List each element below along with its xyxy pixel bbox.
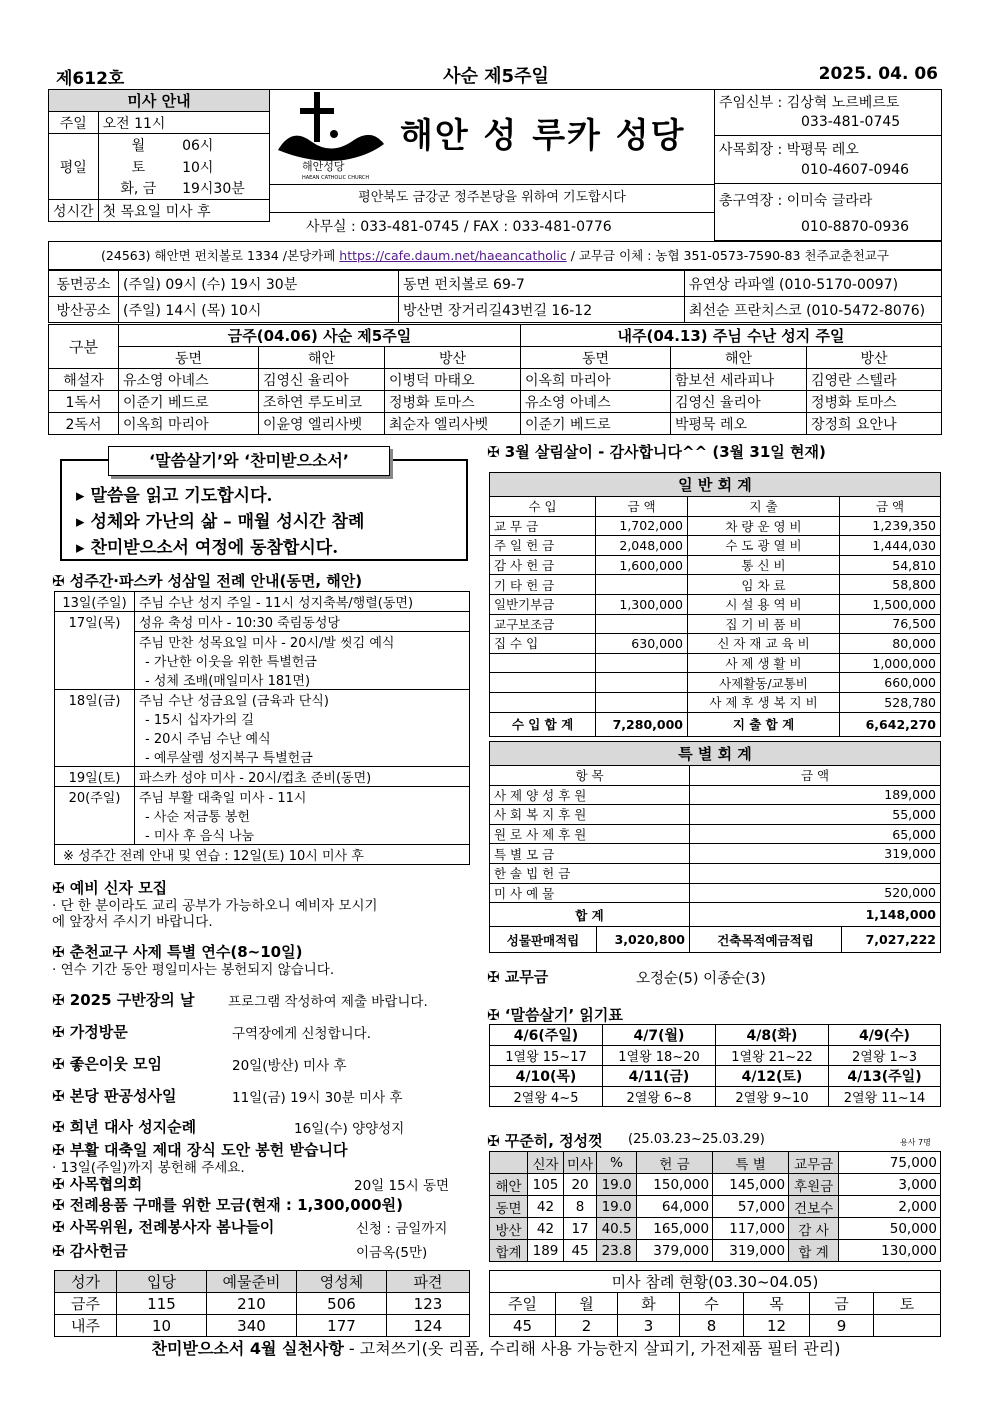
- income-item: [490, 692, 596, 712]
- holyweek-event: 성유 축성 미사 - 10:30 죽림동성당: [135, 612, 470, 632]
- stats-value: 17: [564, 1218, 597, 1240]
- holyweek-date: 19일(토): [55, 767, 135, 787]
- expense-amount: 1,500,000: [840, 594, 941, 614]
- reader-name: 김영란 스텔라: [807, 369, 942, 391]
- income-total-label: 수 입 합 계: [490, 712, 596, 736]
- special-amount: 319,000: [690, 844, 941, 864]
- neighbor-title: ✠ 좋은이웃 모임: [52, 1055, 162, 1073]
- expense-item: 시 설 용 역 비: [688, 594, 840, 614]
- reader-name: 김영신 율리아: [671, 391, 807, 413]
- stats-value: 45: [564, 1240, 597, 1262]
- president-name: 박평묵 레오: [786, 142, 859, 158]
- expense-amount: 1,444,030: [840, 536, 941, 556]
- stats-value: 19.0: [597, 1196, 637, 1218]
- stats-value: 319,000: [713, 1240, 789, 1262]
- stats-value: 117,000: [713, 1218, 789, 1240]
- sat-label: 토: [98, 156, 178, 178]
- income-amount: 1,702,000: [596, 516, 688, 536]
- hymn-number: 340: [207, 1315, 297, 1337]
- day-count: 12: [744, 1315, 810, 1337]
- income-amount: 630,000: [596, 634, 688, 654]
- address-text: (24563) 해안면 펀치볼로 1334 /본당카페: [101, 248, 340, 263]
- finance-title: ✠ 3월 살림살이 - 감사합니다^^ (3월 31일 현재): [487, 443, 826, 461]
- issue-date: 2025. 04. 06: [818, 64, 938, 84]
- mass-attendance-title: 미사 참례 현황(03.30~04.05): [490, 1271, 941, 1293]
- expense-item: 집 기 비 품 비: [688, 614, 840, 634]
- stats-value: 42: [528, 1196, 564, 1218]
- income-amount: 1,600,000: [596, 555, 688, 575]
- office-contact: 사무실 : 033-481-0745 / FAX : 033-481-0776: [306, 219, 612, 235]
- reading-verse: 1열왕 15~17: [490, 1046, 603, 1066]
- reading-verse: 2열왕 9~10: [716, 1087, 829, 1107]
- sat-time: 10시: [178, 156, 269, 178]
- income-amount: 1,300,000: [596, 594, 688, 614]
- hymn-header: 예물준비: [207, 1271, 297, 1293]
- income-item: [490, 673, 596, 693]
- reader-name: 최순자 엘리사벳: [385, 413, 521, 435]
- reading-title: ✠ ‘말씀살기’ 읽기표: [487, 1006, 623, 1024]
- special-item: 원 로 사 제 후 원: [490, 824, 690, 844]
- priest-phone: 033-481-0745: [801, 114, 901, 130]
- sunday-time: 오전 11시: [98, 112, 269, 134]
- stats-value: 57,000: [713, 1196, 789, 1218]
- reader-name: 이병덕 마태오: [385, 369, 521, 391]
- holyweek-date: 17일(목): [55, 612, 135, 690]
- staff-box: [714, 89, 942, 241]
- mission-contact: 유연상 라파엘 (010-5170-0097): [685, 271, 942, 297]
- income-item: 교 무 금: [490, 516, 596, 536]
- priest-name: 김상혁 노르베르토: [786, 95, 900, 111]
- reader-name: 정병화 토마스: [385, 391, 521, 413]
- stats-label: 해안: [490, 1174, 528, 1196]
- income-item: 집 수 입: [490, 634, 596, 654]
- district-day-title: ✠ 2025 구반장의 날: [52, 991, 195, 1009]
- expense-amount: 54,810: [840, 555, 941, 575]
- reading-date: 4/13(주일): [829, 1066, 941, 1087]
- parish-logo-icon: [272, 90, 392, 182]
- reading-date: 4/6(주일): [490, 1025, 603, 1046]
- hymn-number: 115: [117, 1293, 207, 1315]
- tuefri-label: 화, 금: [98, 178, 178, 200]
- easter-deco-text: · 13일(주일)까지 봉헌해 주세요.: [52, 1160, 245, 1176]
- district-label: 총구역장 :: [719, 193, 783, 209]
- logo-subtext: HAEAN CATHOLIC CHURCH: [302, 175, 370, 181]
- expense-amount: 528,780: [840, 692, 941, 712]
- special-item-header: 항 목: [490, 766, 690, 786]
- issue-number: 제612호: [56, 69, 125, 89]
- reading-date: 4/10(목): [490, 1066, 603, 1087]
- income-item: 교구보조금: [490, 614, 596, 634]
- footer-text: - 고쳐쓰기(옷 리폼, 수리해 사용 가능한지 살피기, 가전제품 필터 관리): [343, 1339, 841, 1358]
- holyweek-event: 주님 수난 성금요일 (금육과 단식): [135, 690, 470, 710]
- this-week-title: 금주(04.06) 사순 제5주일: [119, 325, 521, 347]
- stats-value: 3,000: [839, 1174, 941, 1196]
- next-week-title: 내주(04.13) 주님 수난 성지 주일: [521, 325, 942, 347]
- stats-value: 42: [528, 1218, 564, 1240]
- amount-header: 금 액: [840, 497, 941, 517]
- special-amount: 65,000: [690, 824, 941, 844]
- holyweek-date: 18일(금): [55, 690, 135, 767]
- day-count: 2: [556, 1315, 618, 1337]
- expense-amount: 58,800: [840, 575, 941, 595]
- special-item: 사 회 복 지 후 원: [490, 805, 690, 825]
- income-amount: [596, 673, 688, 693]
- mission-time: (주일) 14시 (목) 10시: [119, 297, 399, 323]
- expense-item: 사제활동/교통비: [688, 673, 840, 693]
- stats-header: 교무금: [789, 1152, 839, 1174]
- cafe-link[interactable]: https://cafe.daum.net/haeancatholic: [339, 248, 567, 263]
- stats-value: 64,000: [637, 1196, 713, 1218]
- mission-address: 동면 펀치볼로 69-7: [399, 271, 685, 297]
- stats-header: 신자: [528, 1152, 564, 1174]
- president-label: 사목회장 :: [719, 142, 783, 158]
- mass-title: 미사 안내: [49, 90, 270, 112]
- expense-total-label: 지 출 합 계: [688, 712, 840, 736]
- fundraising-title: ✠ 전례용품 구매를 위한 모금(현재 : 1,300,000원): [52, 1196, 403, 1214]
- holyweek-detail: - 20시 주님 수난 예식: [135, 728, 470, 747]
- stats-value: 2,000: [839, 1196, 941, 1218]
- special-item: 한 솔 빕 헌 금: [490, 863, 690, 883]
- stats-value: 105: [528, 1174, 564, 1196]
- place-header: 해안: [259, 347, 385, 369]
- holyweek-detail: - 사순 저금통 봉헌: [135, 806, 470, 825]
- mass-schedule-table: [48, 89, 270, 222]
- day-header: 토: [874, 1293, 941, 1315]
- stats-value: 189: [528, 1240, 564, 1262]
- logo-text: 해안성당: [302, 160, 345, 173]
- reader-name: 장정희 요안나: [807, 413, 942, 435]
- income-item: 주 일 헌 금: [490, 536, 596, 556]
- mission-contact: 최선순 프란치스코 (010-5472-8076): [685, 297, 942, 323]
- stats-value: 19.0: [597, 1174, 637, 1196]
- holy-hour-text: 첫 목요일 미사 후: [98, 200, 269, 222]
- stats-period: (25.03.23~25.03.29): [628, 1132, 765, 1147]
- holyweek-event: 파스카 성야 미사 - 20시/컵초 준비(동면): [135, 767, 470, 787]
- holyweek-detail: - 미사 후 음식 나눔: [135, 825, 470, 845]
- picnic-title: ✠ 사목위원, 전례봉사자 봄나들이: [52, 1218, 275, 1236]
- expense-item: 수 도 광 열 비: [688, 536, 840, 556]
- motto-item: ▸ 성체와 가난의 삶 – 매월 성시간 참례: [76, 512, 365, 532]
- mon-time: 06시: [178, 134, 269, 156]
- expense-amount: 80,000: [840, 634, 941, 654]
- retreat-title: ✠ 춘천교구 사제 특별 연수(8~10일): [52, 943, 303, 961]
- holyweek-detail: - 예루살렘 성지복구 특별헌금: [135, 747, 470, 767]
- stats-label: 후원금: [789, 1174, 839, 1196]
- mass-attendance-table: [489, 1270, 941, 1337]
- special-item: 미 사 예 물: [490, 883, 690, 903]
- expense-total: 6,642,270: [840, 712, 941, 736]
- expense-amount: 1,239,350: [840, 516, 941, 536]
- income-item: 기 타 헌 금: [490, 575, 596, 595]
- special-total: 1,148,000: [690, 903, 941, 927]
- tithe-names: 오정순(5) 이종순(3): [636, 971, 766, 987]
- hymn-number: 506: [297, 1293, 387, 1315]
- holyweek-detail: - 가난한 이웃을 위한 특별헌금: [135, 651, 470, 670]
- special-amount-header: 금 액: [690, 766, 941, 786]
- hymn-number: 10: [117, 1315, 207, 1337]
- mission-stations-table: [48, 270, 942, 323]
- expense-amount: 1,000,000: [840, 653, 941, 673]
- district-day-text: 프로그램 작성하여 제출 바랍니다.: [228, 994, 428, 1010]
- motto-item: ▸ 찬미받으소서 여정에 동참합시다.: [76, 538, 339, 558]
- holyweek-event: 주님 부활 대축일 미사 - 11시: [135, 787, 470, 807]
- special-amount: 189,000: [690, 785, 941, 805]
- income-amount: [596, 614, 688, 634]
- stats-value: 145,000: [713, 1174, 789, 1196]
- stats-value: 50,000: [839, 1218, 941, 1240]
- income-item: 감 사 헌 금: [490, 555, 596, 575]
- hymn-header: 영성체: [297, 1271, 387, 1293]
- parish-name: 해안 성 루카 성당: [400, 116, 686, 156]
- address-line: [48, 241, 942, 270]
- reader-name: 이옥희 마리아: [119, 413, 259, 435]
- holyweek-table: [54, 591, 470, 865]
- reader-name: 유소영 아녜스: [521, 391, 671, 413]
- stats-header: 헌 금: [637, 1152, 713, 1174]
- holyweek-detail: - 15시 십자가의 길: [135, 709, 470, 728]
- income-amount: [596, 575, 688, 595]
- special-account-table: [489, 741, 941, 953]
- reading-verse: 2열왕 1~3: [829, 1046, 941, 1066]
- building-savings: 7,027,222: [842, 927, 941, 953]
- tithe-title: ✠ 교무금: [487, 968, 549, 986]
- stats-header: %: [597, 1152, 637, 1174]
- special-total-label: 합 계: [490, 903, 690, 927]
- special-amount: 55,000: [690, 805, 941, 825]
- holy-hour-label: 성시간: [49, 200, 99, 222]
- hymn-number: 210: [207, 1293, 297, 1315]
- thanks-title: ✠ 감사헌금: [52, 1242, 128, 1260]
- reader-name: 함보선 세라피나: [671, 369, 807, 391]
- day-count: 8: [680, 1315, 744, 1337]
- goods-savings: 3,020,800: [597, 927, 690, 953]
- jubilee-text: 16일(수) 양양성지: [294, 1121, 405, 1137]
- special-item: 사 제 양 성 후 원: [490, 785, 690, 805]
- neighbor-text: 20일(방산) 미사 후: [232, 1058, 347, 1074]
- hymn-number: 124: [387, 1315, 470, 1337]
- readers-table: [48, 324, 942, 435]
- stats-value: 165,000: [637, 1218, 713, 1240]
- jubilee-title: ✠ 희년 대사 성지순례: [52, 1118, 197, 1136]
- visit-text: 구역장에게 신청합니다.: [232, 1026, 371, 1042]
- reader-role: 2독서: [49, 413, 119, 435]
- reading-date: 4/9(수): [829, 1025, 941, 1046]
- stats-unit: 용사 7명: [900, 1138, 931, 1147]
- special-account-header: 특 별 회 계: [490, 742, 941, 766]
- day-count: 9: [810, 1315, 874, 1337]
- reader-name: 박평묵 레오: [671, 413, 807, 435]
- footer-title: 찬미받으소서 4월 실천사항: [151, 1339, 344, 1358]
- mission-name: 동면공소: [49, 271, 119, 297]
- place-header: 해안: [671, 347, 807, 369]
- holyweek-event: 주님 만찬 성목요일 미사 - 20시/발 씻김 예식: [135, 632, 470, 652]
- catechumen-text: 에 앞장서 주시기 바랍니다.: [52, 914, 213, 930]
- expense-item: 사 제 후 생 복 지 비: [688, 692, 840, 712]
- stats-value: 20: [564, 1174, 597, 1196]
- council-text: 20일 15시 동면: [354, 1178, 450, 1194]
- hymn-table: [54, 1270, 470, 1337]
- stats-value: 8: [564, 1196, 597, 1218]
- day-count: 3: [618, 1315, 680, 1337]
- income-amount: [596, 692, 688, 712]
- hymn-header: 성가: [55, 1271, 117, 1293]
- stats-label: 동면: [490, 1196, 528, 1218]
- hymn-week: 금주: [55, 1293, 117, 1315]
- expense-item: 통 신 비: [688, 555, 840, 575]
- stats-header: 특 별: [713, 1152, 789, 1174]
- income-header: 수 입: [490, 497, 596, 517]
- stats-label: 건보수: [789, 1196, 839, 1218]
- reading-verse: 1열왕 18~20: [603, 1046, 716, 1066]
- catechumen-title: ✠ 예비 신자 모집: [52, 879, 168, 897]
- readers-col-label: 구분: [49, 325, 119, 369]
- president-phone: 010-4607-0946: [801, 162, 910, 178]
- general-account-table: [489, 472, 941, 737]
- income-amount: [596, 653, 688, 673]
- reading-verse: 1열왕 21~22: [716, 1046, 829, 1066]
- motto-item: ▸ 말씀을 읽고 기도합시다.: [76, 486, 273, 506]
- reading-date: 4/11(금): [603, 1066, 716, 1087]
- reading-verse: 2열왕 6~8: [603, 1087, 716, 1107]
- confession-text: 11일(금) 19시 30분 미사 후: [232, 1090, 403, 1106]
- holyweek-date: 13일(주일): [55, 592, 135, 612]
- stats-label: 방산: [490, 1218, 528, 1240]
- holyweek-note: ※ 성주간 전례 안내 및 연습 : 12일(토) 10시 미사 후: [55, 845, 470, 865]
- reader-name: 정병화 토마스: [807, 391, 942, 413]
- district-phone: 010-8870-0936: [801, 219, 910, 235]
- stats-value: 75,000: [839, 1152, 941, 1174]
- day-count: 45: [490, 1315, 556, 1337]
- special-amount: [690, 863, 941, 883]
- day-header: 주일: [490, 1293, 556, 1315]
- confession-title: ✠ 본당 판공성사일: [52, 1087, 177, 1105]
- thanks-text: 이금옥(5만): [356, 1245, 428, 1261]
- stats-label: 합계: [490, 1240, 528, 1262]
- reading-date: 4/12(토): [716, 1066, 829, 1087]
- reader-name: 이준기 베드로: [521, 413, 671, 435]
- reading-date: 4/7(월): [603, 1025, 716, 1046]
- place-header: 방산: [807, 347, 942, 369]
- day-count: [874, 1315, 941, 1337]
- income-amount: 2,048,000: [596, 536, 688, 556]
- holyweek-title: ✠ 성주간·파스카 성삼일 전례 안내(동면, 해안): [52, 572, 363, 590]
- general-account-header: 일 반 회 계: [490, 473, 941, 497]
- bank-info: / 교무금 이체 : 농협 351-0573-7590-83 천주교춘천교구: [566, 248, 889, 263]
- stats-header: 미사: [564, 1152, 597, 1174]
- income-item: 일반기부금: [490, 594, 596, 614]
- motto-title: ‘말씀살기’와 ‘찬미받으소서’: [108, 446, 390, 476]
- stats-table: [489, 1151, 941, 1262]
- stats-value: 23.8: [597, 1240, 637, 1262]
- expense-item: 사 제 생 활 비: [688, 653, 840, 673]
- day-header: 화: [618, 1293, 680, 1315]
- priest-label: 주임신부 :: [719, 95, 783, 111]
- hymn-number: 123: [387, 1293, 470, 1315]
- mission-address: 방산면 장거리길43번길 16-12: [399, 297, 685, 323]
- stats-label: 합 계: [789, 1240, 839, 1262]
- building-savings-label: 건축목적예금적립: [690, 927, 842, 953]
- weekday-label: 평일: [49, 134, 99, 200]
- goods-savings-label: 성물판매적립: [490, 927, 597, 953]
- hymn-number: 177: [297, 1315, 387, 1337]
- hymn-week: 내주: [55, 1315, 117, 1337]
- reader-name: 이준기 베드로: [119, 391, 259, 413]
- stats-value: 150,000: [637, 1174, 713, 1196]
- catechumen-text: · 단 한 분이라도 교리 공부가 가능하오니 예비자 모시기: [52, 898, 378, 914]
- reader-name: 조하연 루도비코: [259, 391, 385, 413]
- day-header: 월: [556, 1293, 618, 1315]
- visit-title: ✠ 가정방문: [52, 1023, 128, 1041]
- reader-name: 김영신 율리아: [259, 369, 385, 391]
- stats-value: 40.5: [597, 1218, 637, 1240]
- mission-name: 방산공소: [49, 297, 119, 323]
- expense-header: 지 출: [688, 497, 840, 517]
- tuefri-time: 19시30분: [178, 178, 269, 200]
- district-name: 이미숙 글라라: [786, 193, 873, 209]
- day-header: 금: [810, 1293, 874, 1315]
- stats-label: 감 사: [789, 1218, 839, 1240]
- picnic-text: 신청 : 금일까지: [356, 1221, 448, 1237]
- income-total: 7,280,000: [596, 712, 688, 736]
- expense-item: 임 차 료: [688, 575, 840, 595]
- easter-deco-title: ✠ 부활 대축일 제대 장식 도안 봉헌 받습니다: [52, 1141, 348, 1159]
- reading-verse: 2열왕 11~14: [829, 1087, 941, 1107]
- retreat-text: · 연수 기간 동안 평일미사는 봉헌되지 않습니다.: [52, 962, 335, 978]
- mission-time: (주일) 09시 (수) 19시 30분: [119, 271, 399, 297]
- amount-header: 금 액: [596, 497, 688, 517]
- prayer-intention: 평안북도 금강군 정주본당을 위하여 기도합시다: [270, 185, 714, 213]
- holyweek-date: 20(주일): [55, 787, 135, 845]
- reading-date: 4/8(화): [716, 1025, 829, 1046]
- mon-label: 월: [98, 134, 178, 156]
- special-item: 특 별 모 금: [490, 844, 690, 864]
- holyweek-detail: - 성체 조배(매일미사 181면): [135, 670, 470, 690]
- reader-role: 해설자: [49, 369, 119, 391]
- expense-item: 차 량 운 영 비: [688, 516, 840, 536]
- expense-item: 신 자 재 교 육 비: [688, 634, 840, 654]
- stats-value: 130,000: [839, 1240, 941, 1262]
- place-header: 동면: [521, 347, 671, 369]
- hymn-header: 입당: [117, 1271, 207, 1293]
- stats-value: 379,000: [637, 1240, 713, 1262]
- hymn-header: 파견: [387, 1271, 470, 1293]
- day-header: 목: [744, 1293, 810, 1315]
- reader-name: 이옥희 마리아: [521, 369, 671, 391]
- reading-table: [489, 1024, 941, 1107]
- holyweek-event: 주님 수난 성지 주일 - 11시 성지축복/행렬(동면): [135, 592, 470, 612]
- special-amount: 520,000: [690, 883, 941, 903]
- sunday-label: 주일: [49, 112, 99, 134]
- council-title: ✠ 사목협의회: [52, 1175, 143, 1193]
- reading-verse: 2열왕 4~5: [490, 1087, 603, 1107]
- place-header: 방산: [385, 347, 521, 369]
- liturgical-week: 사순 제5주일: [443, 66, 549, 87]
- income-item: [490, 653, 596, 673]
- expense-amount: 660,000: [840, 673, 941, 693]
- day-header: 수: [680, 1293, 744, 1315]
- expense-amount: 76,500: [840, 614, 941, 634]
- reader-role: 1독서: [49, 391, 119, 413]
- footer-practice: [0, 1336, 992, 1359]
- place-header: 동면: [119, 347, 259, 369]
- reader-name: 이윤영 엘리사벳: [259, 413, 385, 435]
- stats-title: ✠ 꾸준히, 정성껏: [487, 1132, 603, 1150]
- reader-name: 유소영 아녜스: [119, 369, 259, 391]
